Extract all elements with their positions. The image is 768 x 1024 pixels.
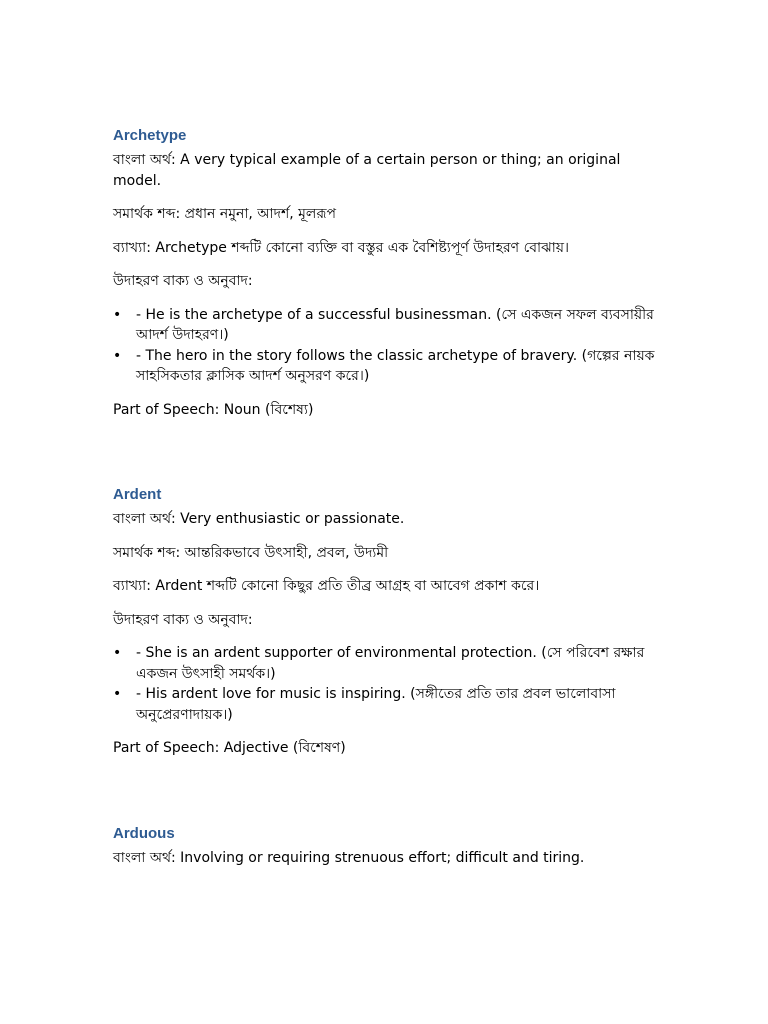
entry-spacer: [113, 433, 658, 485]
entry-archetype: [113, 126, 658, 420]
entry-meaning: বাংলা অর্থ: A very typical example of a certain person or thing; an original model.: [113, 152, 621, 189]
entry-arduous: [113, 824, 658, 869]
entry-explanation: ব্যাখ্যা: Ardent শব্দটি কোনো কিছুর প্রতি তীব্র আগ্রহ বা আবেগ প্রকাশ করে।: [113, 578, 540, 594]
example-item: [113, 305, 658, 346]
example-text: - He is the archetype of a successful businessman. (সে একজন সফল ব্যবসায়ীর আদর্শ উদাহরণ।): [136, 306, 654, 343]
example-item: [113, 684, 658, 725]
document-page: [113, 126, 658, 881]
bullet-icon: •: [113, 347, 122, 364]
bullet-icon: •: [113, 645, 122, 661]
bullet-icon: •: [113, 306, 122, 323]
entry-title: Archetype: [113, 127, 187, 144]
example-text: - She is an ardent supporter of environmental protection. (সে পরিবেশ রক্ষার একজন উৎসাহী সমর্থক।): [136, 645, 645, 682]
examples-list: [113, 305, 658, 387]
entry-title: Arduous: [113, 824, 175, 842]
entry-meaning: বাংলা অর্থ: Very enthusiastic or passionate.: [113, 511, 405, 527]
entry-synonyms: সমার্থক শব্দ: আন্তরিকভাবে উৎসাহী, প্রবল, উদ্যমী: [113, 544, 389, 561]
part-of-speech: Part of Speech: Adjective (বিশেষণ): [113, 740, 346, 756]
entry-spacer: [113, 772, 658, 824]
examples-list: [113, 643, 658, 725]
examples-heading: উদাহরণ বাক্য ও অনুবাদ:: [113, 611, 253, 628]
entry-synonyms: সমার্থক শব্দ: প্রধান নমুনা, আদর্শ, মূলরূপ: [113, 206, 337, 222]
bullet-icon: •: [113, 686, 122, 702]
entry-ardent: [113, 485, 658, 759]
example-item: [113, 346, 658, 387]
entry-meaning: বাংলা অর্থ: Involving or requiring strenuous effort; difficult and tiring.: [113, 849, 585, 866]
example-text: - His ardent love for music is inspiring. (সঙ্গীতের প্রতি তার প্রবল ভালোবাসা অনুপ্রেরণাদায়ক।): [136, 686, 616, 723]
example-item: [113, 643, 658, 684]
part-of-speech: Part of Speech: Noun (বিশেষ্য): [113, 401, 314, 418]
example-text: - The hero in the story follows the classic archetype of bravery. (গল্পের নায়ক সাহসিকতার ক্লাসিক আদর্শ অনুসরণ করে।): [136, 347, 655, 384]
entry-title: Ardent: [113, 486, 162, 503]
examples-heading: উদাহরণ বাক্য ও অনুবাদ:: [113, 273, 253, 289]
entry-explanation: ব্যাখ্যা: Archetype শব্দটি কোনো ব্যক্তি বা বস্তুর এক বৈশিষ্ট্যপূর্ণ উদাহরণ বোঝায়।: [113, 239, 570, 256]
